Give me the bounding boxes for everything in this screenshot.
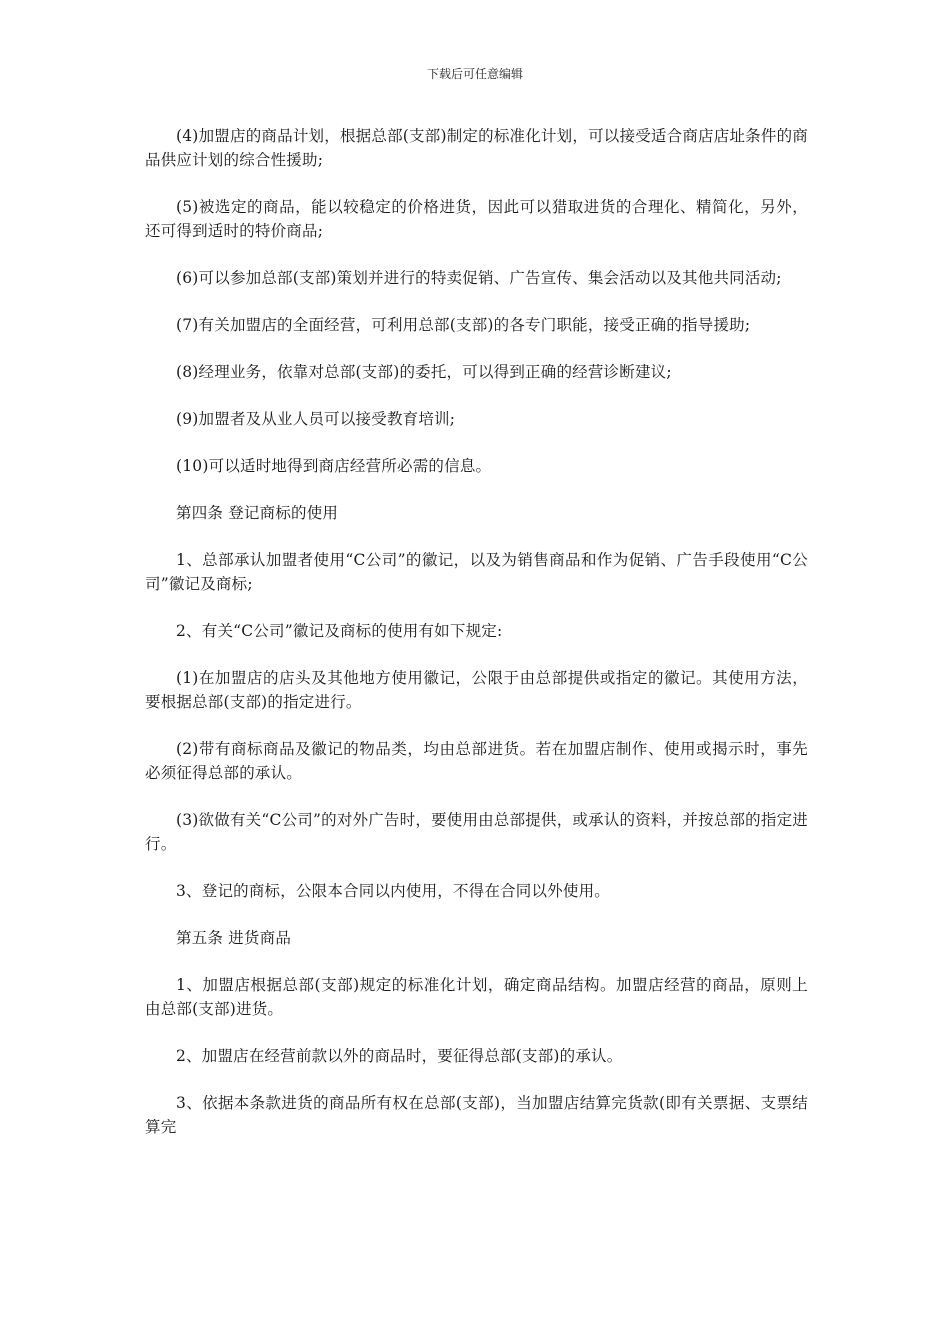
paragraph-subitem-3: (3)欲做有关“C公司”的对外广告时，要使用由总部提供，或承认的资料，并按总部的指定进行。 [145,811,808,853]
paragraph-item-10: (10)可以适时地得到商店经营所必需的信息。 [176,457,492,475]
paragraph-item-9: (9)加盟者及从业人员可以接受教育培训; [176,410,456,428]
paragraph-item-7: (7)有关加盟店的全面经营，可利用总部(支部)的各专门职能，接受正确的指导援助; [176,316,751,334]
section-heading-article-5: 第五条 进货商品 [176,929,292,947]
paragraph-clause-2: 2、有关“C公司”徽记及商标的使用有如下规定: [176,622,503,640]
paragraph-clause-1: 1、总部承认加盟者使用“C公司”的徽记，以及为销售商品和作为促销、广告手段使用“C公司”徽记及商标; [145,551,808,593]
paragraph-subitem-1: (1)在加盟店的店头及其他地方使用徽记，公限于由总部提供或指定的徽记。其使用方法，要根据总部(支部)的指定进行。 [145,669,808,711]
paragraph-item-6: (6)可以参加总部(支部)策划并进行的特卖促销、广告宣传、集会活动以及其他共同活动; [176,269,782,287]
document-body [145,124,808,1162]
paragraph-subitem-2: (2)带有商标商品及徽记的物品类，均由总部进货。若在加盟店制作、使用或揭示时，事先必须征得总部的承认。 [145,740,808,782]
paragraph-clause-3: 3、依据本条款进货的商品所有权在总部(支部)，当加盟店结算完货款(即有关票据、支票结算完 [145,1094,808,1136]
page-header: 下载后可任意编辑 [426,67,523,81]
paragraph-item-8: (8)经理业务，依靠对总部(支部)的委托，可以得到正确的经营诊断建议; [176,363,672,381]
paragraph-clause-2: 2、加盟店在经营前款以外的商品时，要征得总部(支部)的承认。 [176,1047,623,1065]
paragraph-item-4: (4)加盟店的商品计划，根据总部(支部)制定的标准化计划，可以接受适合商店店址条件的商品供应计划的综合性援助; [145,127,808,169]
paragraph-item-5: (5)被选定的商品，能以较稳定的价格进货，因此可以猎取进货的合理化、精简化，另外，还可得到适时的特价商品; [145,198,808,240]
section-heading-article-4: 第四条 登记商标的使用 [176,504,339,522]
paragraph-clause-3: 3、登记的商标，公限本合同以内使用，不得在合同以外使用。 [176,882,610,900]
paragraph-clause-1: 1、加盟店根据总部(支部)规定的标准化计划，确定商品结构。加盟店经营的商品，原则上由总部(支部)进货。 [145,976,808,1018]
